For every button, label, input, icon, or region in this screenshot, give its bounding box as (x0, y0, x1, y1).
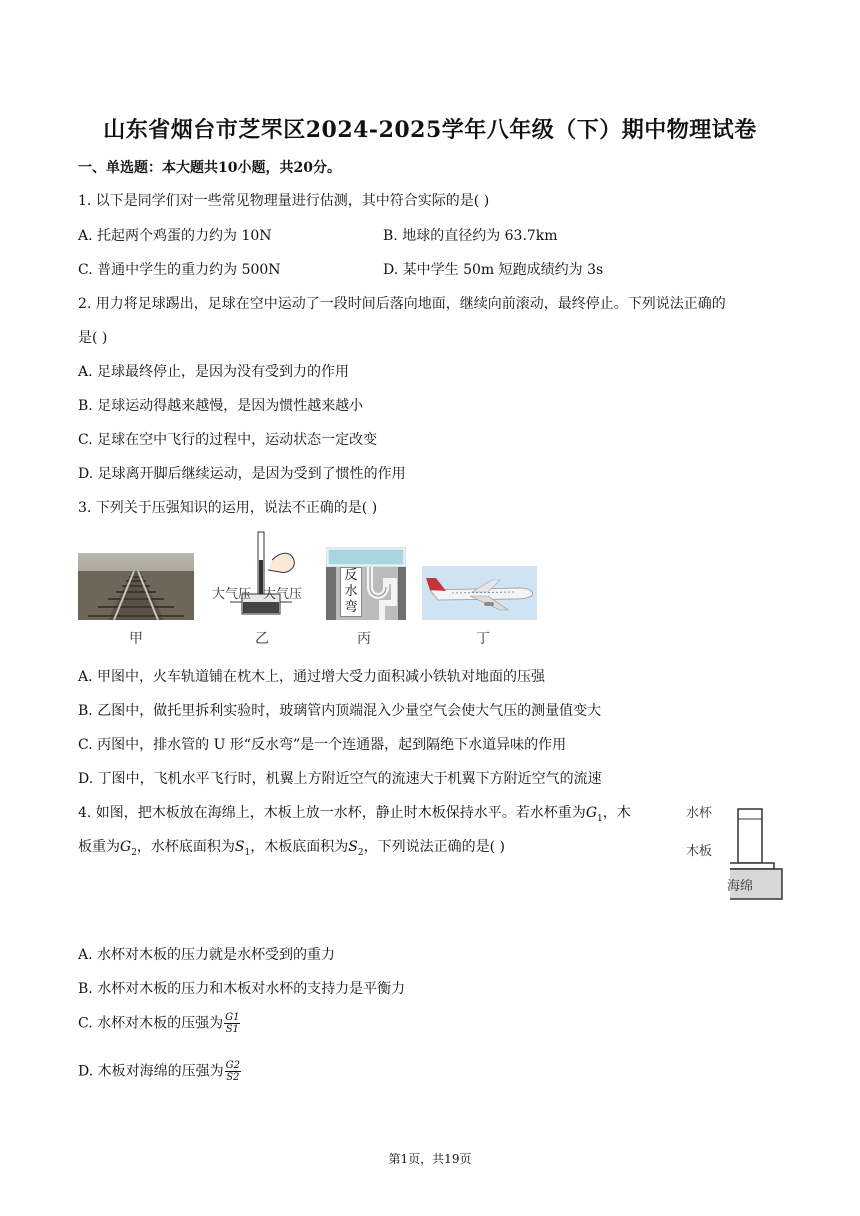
q4-stem-line1: 4. 如图，把木板放在海绵上，木板上放一水杯，静止时木板保持水平。若水杯重为$G_1$，木 (78, 805, 631, 824)
fig-label-sponge: 海绵 (727, 879, 754, 894)
caption-bing: 丙 (357, 631, 371, 647)
q4-option-b: B. 水杯对木板的压力和木板对水杯的支持力是平衡力 (78, 981, 406, 997)
q3-option-b: B. 乙图中，做托里拆利实验时，玻璃管内顶端混入少量空气会使大气压的测量值变大 (78, 703, 602, 719)
caption-ding: 丁 (476, 631, 490, 647)
fraction-g1-s1: $\frac{G1}{S1}$ (225, 1012, 240, 1035)
q4-option-c: C. 水杯对木板的压强为 $\frac{G1}{S1}$ (78, 1012, 240, 1035)
u-trap-image (326, 547, 406, 620)
q2-option-a: A. 足球最终停止，是因为没有受到力的作用 (78, 364, 350, 380)
q2-option-c: C. 足球在空中飞行的过程中，运动状态一定改变 (78, 432, 378, 448)
page-title: 山东省烟台市芝罘区2024-2025学年八年级（下）期中物理试卷 (103, 117, 757, 143)
section-heading: 一、单选题：本大题共10小题，共20分。 (78, 160, 341, 176)
q1-option-b: B. 地球的直径约为 63.7km (383, 228, 558, 244)
fig-label-cup: 水杯 (686, 806, 713, 821)
q4-stem-line2: 板重为$G_2$，水杯底面积为$S_1$，木板底面积为$S_2$，下列说法正确的是( ) (78, 839, 505, 858)
q1-stem: 1. 以下是同学们对一些常见物理量进行估测，其中符合实际的是( ) (78, 193, 490, 209)
q2-stem-line2: 是( ) (78, 330, 108, 346)
q2-option-b: B. 足球运动得越来越慢，是因为惯性越来越小 (78, 398, 364, 414)
caption-jia: 甲 (129, 631, 143, 647)
q3-option-a: A. 甲图中，火车轨道铺在枕木上，通过增大受力面积减小铁轨对地面的压强 (78, 669, 546, 685)
trap-label-char1: 反 (344, 568, 358, 583)
railway-track-image (78, 553, 194, 620)
torricelli-image (210, 530, 310, 620)
caption-yi: 乙 (255, 631, 269, 647)
q2-option-d: D. 足球离开脚后继续运动，是因为受到了惯性的作用 (78, 466, 406, 482)
q4-option-a: A. 水杯对木板的压力就是水杯受到的重力 (78, 947, 336, 963)
q2-stem-line1: 2. 用力将足球踢出，足球在空中运动了一段时间后落向地面，继续向前滚动，最终停止。下列说法正确的 (78, 296, 726, 312)
q3-stem: 3. 下列关于压强知识的运用，说法不正确的是( ) (78, 500, 378, 516)
q4-option-d: D. 木板对海绵的压强为 $\frac{G2}{S2}$ (78, 1060, 240, 1083)
trap-label-char3: 弯 (344, 600, 358, 615)
label-atmosphere-left: 大气压 (212, 587, 252, 602)
q3-option-d: D. 丁图中，飞机水平飞行时，机翼上方附近空气的流速大于机翼下方附近空气的流速 (78, 771, 602, 787)
page-footer: 第1页，共19页 (388, 1152, 472, 1166)
q1-option-a: A. 托起两个鸡蛋的力约为 10N (78, 228, 272, 244)
airplane-image (422, 566, 537, 620)
fig-label-board: 木板 (686, 844, 713, 859)
trap-label-char2: 水 (344, 584, 358, 599)
label-atmosphere-right: 大气压 (263, 587, 303, 602)
q3-option-c: C. 丙图中，排水管的 U 形“反水弯”是一个连通器，起到隔绝下水道异味的作用 (78, 737, 567, 753)
q1-option-c: C. 普通中学生的重力约为 500N (78, 262, 281, 278)
q1-option-d: D. 某中学生 50m 短跑成绩约为 3s (383, 262, 604, 278)
fraction-g2-s2: $\frac{G2}{S2}$ (225, 1060, 240, 1083)
